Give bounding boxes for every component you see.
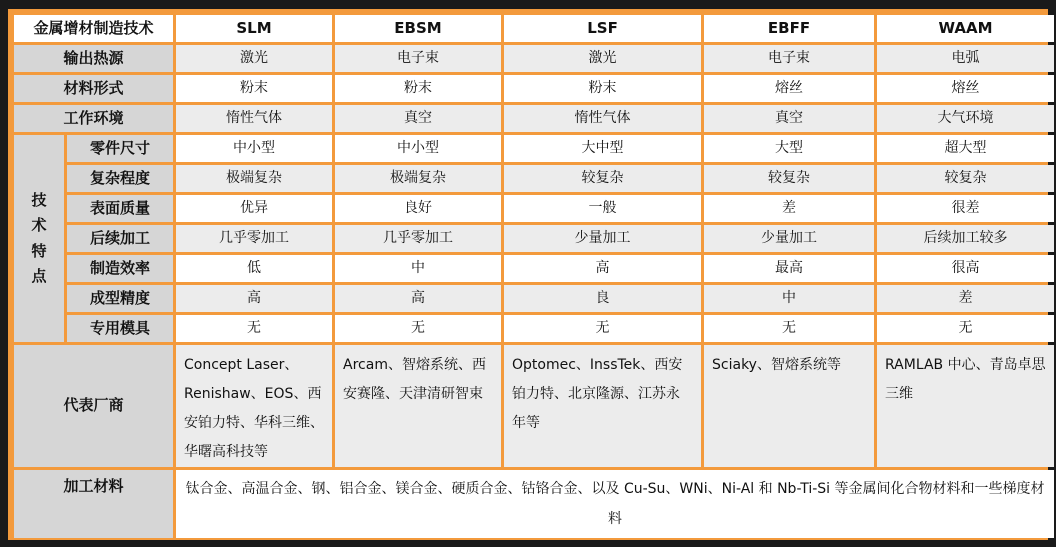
table-cell: Sciaky、智熔系统等 (704, 345, 874, 467)
table-cell: 激光 (176, 45, 332, 72)
table-cell: 熔丝 (877, 75, 1054, 102)
side-label-char: 特 (31, 241, 47, 260)
side-label-char: 术 (31, 216, 47, 234)
metal-am-comparison-table (11, 12, 1056, 541)
table-cell: 粉末 (176, 75, 332, 102)
table-cell: 较复杂 (877, 165, 1054, 192)
header-cell-technology: 金属增材制造技术 (14, 15, 173, 42)
table-cell: 低 (176, 255, 332, 282)
table-cell: 无 (176, 315, 332, 342)
table-cell: 电弧 (877, 45, 1054, 72)
row-label: 专用模具 (67, 315, 173, 342)
table-cell-materials: 钛合金、高温合金、钢、铝合金、镁合金、硬质合金、钴铬合金、以及 Cu-Su、WNi、Ni-Al 和 Nb-Ti-Si 等金属间化合物材料和一些梯度材料 (176, 470, 1054, 538)
table-cell: 惰性气体 (504, 105, 701, 132)
table-row (14, 165, 1054, 192)
header-cell-ebff: EBFF (704, 15, 874, 42)
table-row (14, 315, 1054, 342)
table-cell: 高 (504, 255, 701, 282)
table-cell: 熔丝 (704, 75, 874, 102)
table-row (14, 225, 1054, 252)
row-label: 代表厂商 (14, 345, 173, 467)
table-cell: Optomec、InssTek、西安铂力特、北京隆源、江苏永年等 (504, 345, 701, 467)
row-label: 制造效率 (67, 255, 173, 282)
vendors-row (14, 345, 1054, 467)
table-cell: 大中型 (504, 135, 701, 162)
table-cell: 中 (704, 285, 874, 312)
header-cell-slm: SLM (176, 15, 332, 42)
table-cell: 较复杂 (704, 165, 874, 192)
table-cell: 高 (335, 285, 501, 312)
side-label-char: 点 (31, 267, 47, 285)
table-cell: 几乎零加工 (335, 225, 501, 252)
table-cell: 极端复杂 (335, 165, 501, 192)
table-cell: Arcam、智熔系统、西安赛隆、天津清研智束 (335, 345, 501, 467)
table-cell: 很差 (877, 195, 1054, 222)
table-cell: 良 (504, 285, 701, 312)
table-cell: 电子束 (335, 45, 501, 72)
table-cell: 粉末 (504, 75, 701, 102)
table-cell: 中小型 (335, 135, 501, 162)
table-cell: 激光 (504, 45, 701, 72)
row-label: 工作环境 (14, 105, 173, 132)
table-cell: 无 (504, 315, 701, 342)
table-cell: 中小型 (176, 135, 332, 162)
row-label: 成型精度 (67, 285, 173, 312)
comparison-table-frame (8, 9, 1048, 540)
table-cell: 差 (877, 285, 1054, 312)
row-label: 表面质量 (67, 195, 173, 222)
header-cell-ebsm: EBSM (335, 15, 501, 42)
table-cell: Concept Laser、Renishaw、EOS、西安铂力特、华科三维、华曙高科技等 (176, 345, 332, 467)
table-row (14, 285, 1054, 312)
row-label: 加工材料 (14, 470, 173, 538)
table-cell: 很高 (877, 255, 1054, 282)
table-cell: 差 (704, 195, 874, 222)
table-cell: 少量加工 (704, 225, 874, 252)
materials-row (14, 470, 1054, 538)
table-cell: 后续加工较多 (877, 225, 1054, 252)
table-cell: 电子束 (704, 45, 874, 72)
header-cell-lsf: LSF (504, 15, 701, 42)
table-cell: 大气环境 (877, 105, 1054, 132)
table-row (14, 45, 1054, 72)
header-row (14, 15, 1054, 42)
table-cell: 较复杂 (504, 165, 701, 192)
row-label: 零件尺寸 (67, 135, 173, 162)
table-cell: 极端复杂 (176, 165, 332, 192)
table-cell: 惰性气体 (176, 105, 332, 132)
row-label: 复杂程度 (67, 165, 173, 192)
table-row (14, 195, 1054, 222)
tech-features-side-label (14, 135, 64, 342)
table-row (14, 75, 1054, 102)
row-label: 材料形式 (14, 75, 173, 102)
header-cell-waam: WAAM (877, 15, 1054, 42)
table-cell: 真空 (335, 105, 501, 132)
table-cell: 无 (335, 315, 501, 342)
table-cell: 良好 (335, 195, 501, 222)
table-cell: 少量加工 (504, 225, 701, 252)
table-row (14, 255, 1054, 282)
table-cell: 优异 (176, 195, 332, 222)
side-label-char: 技 (31, 190, 47, 209)
table-cell: 粉末 (335, 75, 501, 102)
table-cell: 超大型 (877, 135, 1054, 162)
table-cell: 高 (176, 285, 332, 312)
table-cell: 无 (704, 315, 874, 342)
table-cell: 无 (877, 315, 1054, 342)
table-cell: RAMLAB 中心、青岛卓思三维 (877, 345, 1054, 467)
table-cell: 几乎零加工 (176, 225, 332, 252)
table-row (14, 105, 1054, 132)
row-label: 输出热源 (14, 45, 173, 72)
row-label: 后续加工 (67, 225, 173, 252)
table-cell: 大型 (704, 135, 874, 162)
table-cell: 最高 (704, 255, 874, 282)
table-row (14, 135, 1054, 162)
table-cell: 真空 (704, 105, 874, 132)
table-cell: 中 (335, 255, 501, 282)
table-cell: 一般 (504, 195, 701, 222)
